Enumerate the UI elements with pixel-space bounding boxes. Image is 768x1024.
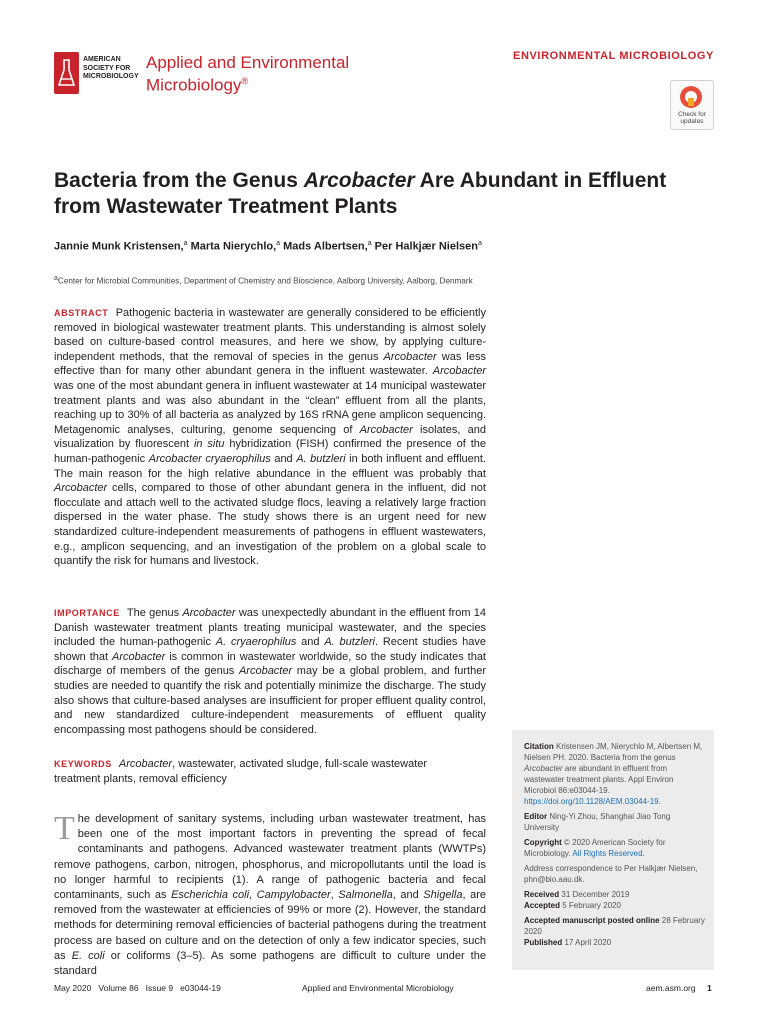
importance: IMPORTANCE The genus Arcobacter was unexpectedly abundant in the effluent from 14 Danish wastewater treatment plants treating municipal wastewater, and the species included the human-pathogenic A. cryaerophilus and A. butzleri. Recent studies have shown that Arcobacter is common in wastewater worldwide, so the study indicates that discharge of members of the genus Arcobacter may be a global problem, and further studies are needed to quantify the risk and potentially minimize the discharge. The study also shows that culture-based analyses are insufficient for proper effluent quality control, and new standardized culture-independent measurements of effluent quality encompassing most pathogens should be considered. — [54, 607, 487, 736]
journal-name — [146, 53, 349, 95]
society-name-line: MICROBIOLOGY — [83, 73, 139, 80]
drop-cap: T — [54, 810, 75, 847]
author-list: Jannie Munk Kristensen,$^a$ Marta Nierychlo,$^a$ Mads Albertsen,$^a$ Per Halkjær Nielsen$^a$ — [54, 240, 482, 253]
correspondence: Address correspondence to Per Halkjær Nielsen, phn@bio.aau.dk. — [524, 864, 698, 884]
received-date: Received 31 December 2019 — [524, 890, 630, 899]
introduction: The development of sanitary systems, including urban wastewater treatment, has been one of the most important factors in preventing the spread of fecal contaminants and pathogens. Advanced wastewater treatment plants (WWTPs) remove pathogens, carbon, nitrogen, phosphorus, and micropollutants until the load is no longer harmful to recipients (1). A range of pathogenic bacteria and fecal contaminants, such as Escherichia coli, Campylobacter, Salmonella, and Shigella, are removed from the wastewater at efficiencies of 99% or more (2). However, the standard methods for determining removal efficiencies of bacterial pathogens during the treatment process are based on culture and on the detection of only a few indicator species, such as E. coli or coliforms (3–5). As some pathogens are difficult to culture under the standard — [54, 810, 486, 978]
editor: Editor Ning-Yi Zhou, Shanghai Jiao Tong University — [524, 812, 671, 832]
article-info-sidebar — [512, 730, 714, 970]
citation: Citation Kristensen JM, Nierychlo M, Albertsen M, Nielsen PH. 2020. Bacteria from the genus Arcobacter are abundant in effluent from wastewater treatment plants. Appl Environ Microbiol 86:e03044-19. https://doi.org/10.1128/AEM.03044-19. — [524, 742, 703, 806]
author-name[interactable]: Marta Nierychlo, — [190, 240, 277, 253]
society-name — [83, 56, 143, 82]
article-title: Bacteria from the Genus Arcobacter Are Abundant in Effluent from Wastewater Treatment Plants — [54, 169, 667, 218]
affiliation: $^a$Center for Microbial Communities, Department of Chemistry and Bioscience, Aalborg University, Aalborg, Denmark — [54, 275, 473, 286]
accepted-manuscript-date: Accepted manuscript posted online 28 February 2020 — [524, 916, 705, 936]
section-label: ENVIRONMENTAL MICROBIOLOGY — [513, 50, 714, 62]
footer-issue: May 2020 Volume 86 Issue 9 e03044-19 — [54, 983, 221, 993]
footer-journal: Applied and Environmental Microbiology — [302, 983, 454, 993]
society-name-line: AMERICAN — [83, 56, 121, 63]
rights-link[interactable]: All Rights Reserved — [572, 849, 643, 858]
abstract-label: ABSTRACT — [54, 308, 109, 318]
abstract: ABSTRACT Pathogenic bacteria in wastewater are generally considered to be efficiently removed in biological wastewater treatment plants. This understanding is almost solely based on culture-based control measures, and here we show, by applying culture-independent methods, that the removal of species in the genus Arcobacter was less effective than for many other abundant genera in the influent wastewater. Arcobacter was one of the most abundant genera in influent wastewater at 14 municipal wastewater treatment plants and was also abundant in the “clean” effluent from all the plants, reaching up to 30% of all bacteria as analyzed by 16S rRNA gene amplicon sequencing. Metagenomic analyses, culturing, genome sequencing of Arcobacter isolates, and visualization by fluorescent in situ hybridization (FISH) confirmed the presence of the human-pathogenic Arcobacter cryaerophilus and A. butzleri in both influent and effluent. The main reason for the high relative abundance in the effluent was probably that Arcobacter cells, compared to those of other abundant genera in the influent, did not flocculate and attach well to the activated sludge flocs, leaving a relatively large fraction dispersed in the water phase. The study shows there is an urgent need for new standardized culture-independent measurements of pathogens in effluent wastewaters, e.g., amplicon sequencing, and an investigation of the problem on a global scale to quantify the risk for humans and livestock. — [54, 307, 486, 568]
society-name-line: SOCIETY FOR — [83, 64, 131, 72]
crossmark-icon — [680, 86, 702, 108]
keywords-label: KEYWORDS — [54, 759, 112, 769]
published-date: Published 17 April 2020 — [524, 938, 612, 947]
page-number: 1 — [707, 983, 712, 993]
doi-link[interactable]: https://doi.org/10.1128/AEM.03044-19 — [524, 797, 659, 806]
asm-logo — [54, 52, 138, 96]
accepted-date: Accepted 5 February 2020 — [524, 901, 621, 910]
registered-mark: ® — [241, 76, 249, 86]
journal-name-line1: Applied and Environmental — [146, 53, 350, 72]
keywords: KEYWORDS Arcobacter, wastewater, activated sludge, full-scale wastewater treatment plants, removal efficiency — [54, 758, 428, 785]
author-name[interactable]: Mads Albertsen, — [283, 240, 368, 253]
author-name[interactable]: Jannie Munk Kristensen, — [54, 240, 184, 253]
check-for-updates-badge[interactable] — [670, 80, 714, 130]
journal-name-line2: Microbiology — [146, 75, 242, 95]
check-for-updates-label: Check for updates — [678, 111, 706, 125]
flask-emblem-icon — [54, 52, 79, 94]
copyright: Copyright © 2020 American Society for Microbiology. All Rights Reserved. — [524, 838, 666, 858]
author-name[interactable]: Per Halkjær Nielsen — [374, 240, 478, 253]
footer-site-link[interactable]: aem.asm.org — [646, 983, 696, 993]
importance-label: IMPORTANCE — [54, 608, 120, 618]
title-genus: Arcobacter — [303, 169, 415, 192]
